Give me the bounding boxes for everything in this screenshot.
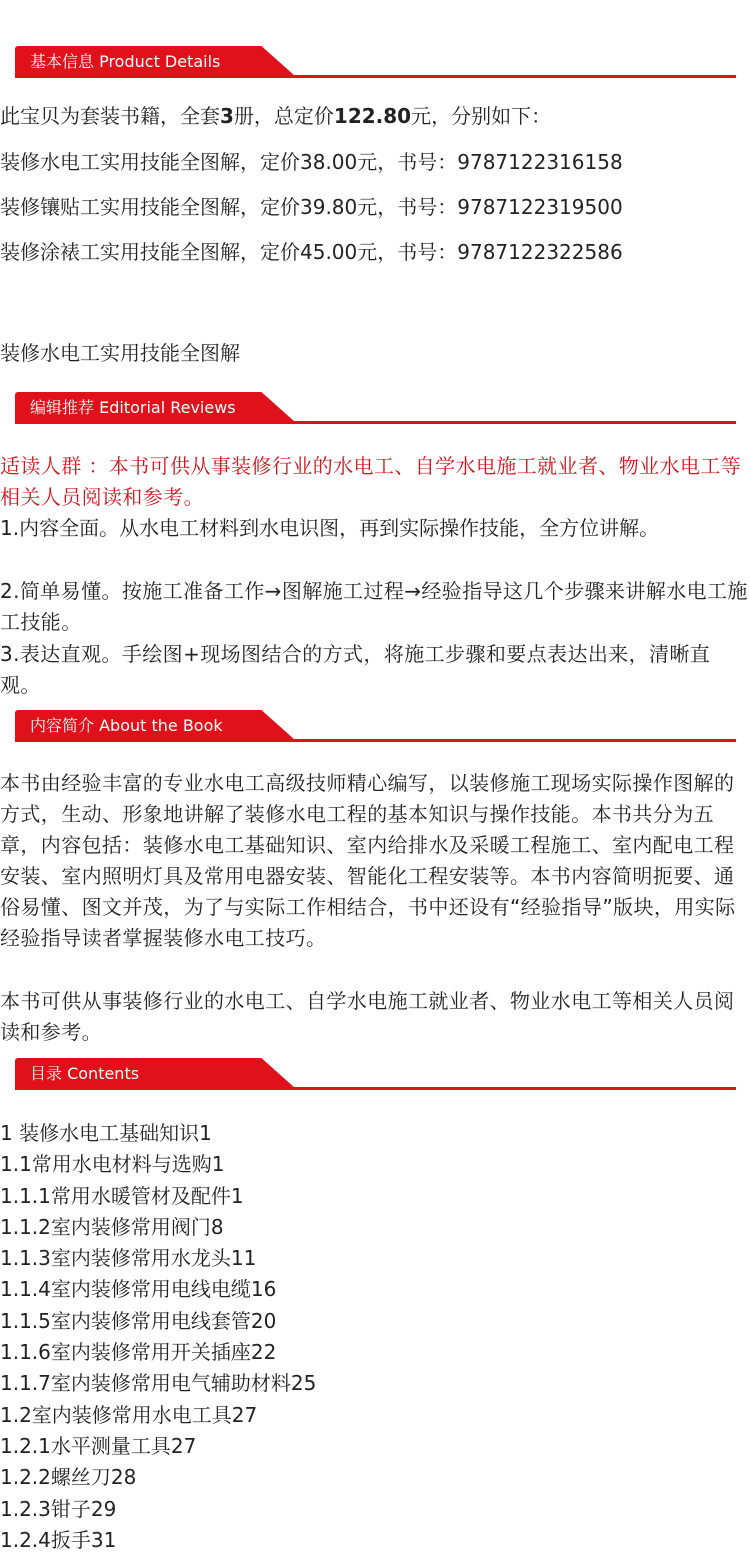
review-point-2: 2.简单易懂。按施工准备工作→图解施工过程→经验指导这几个步骤来讲解水电工施工技能。	[0, 579, 748, 634]
book-line-2: 装修镶贴工实用技能全图解，定价39.80元，书号：9787122319500	[0, 195, 623, 219]
section-header-contents	[15, 1058, 736, 1092]
section-title: 基本信息 Product Details	[30, 52, 221, 71]
toc-item: 1.1.5室内装修常用电线套管20	[0, 1308, 277, 1333]
section-divider	[15, 421, 736, 424]
review-point-3: 3.表达直观。手绘图+现场图结合的方式，将施工步骤和要点表达出来，清晰直观。	[0, 642, 711, 697]
toc-item: 1 装修水电工基础知识1	[0, 1121, 212, 1145]
section-title: 编辑推荐 Editorial Reviews	[30, 398, 236, 417]
section-divider	[15, 75, 736, 78]
about-paragraph-1: 本书由经验丰富的专业水电工高级技师精心编写，以装修施工现场实际操作图解的方式，生动、形象地讲解了装修水电工程的基本知识与操作技能。本书共分为五章，内容包括：装修水电工基础知识、室内给排水及采暖工程施工、室内配电工程安装、室内照明灯具及常用电器安装、智能化工程安装等。本书内容简明扼要、通俗易懂、图文并茂，为了与实际工作相结合，书中还设有“经验指导”版块，用实际经验指导读者掌握装修水电工技巧。	[0, 771, 736, 950]
section-header-editorial-reviews	[15, 392, 736, 426]
toc-item: 1.1常用水电材料与选购1	[0, 1152, 225, 1177]
section-title: 目录 Contents	[30, 1064, 140, 1083]
toc-item: 1.1.7室内装修常用电气辅助材料25	[0, 1371, 317, 1396]
toc-item: 1.2.1水平测量工具27	[0, 1433, 197, 1458]
section-header-product-details	[15, 46, 736, 80]
book-title: 装修水电工实用技能全图解	[0, 341, 240, 365]
section-divider	[15, 1087, 736, 1090]
intro-text-mid: 册，总定价	[233, 104, 334, 128]
toc-item: 1.1.4室内装修常用电线电缆16	[0, 1277, 277, 1302]
section-title: 内容简介 About the Book	[30, 716, 223, 735]
review-point-1: 1.内容全面。从水电工材料到水电识图，再到实际操作技能，全方位讲解。	[0, 516, 660, 540]
toc-item: 1.1.1常用水暖管材及配件1	[0, 1183, 244, 1208]
product-intro	[0, 101, 748, 132]
toc-item: 1.2.4扳手31	[0, 1527, 117, 1552]
section-divider	[15, 739, 736, 742]
toc-item: 1.1.3室内装修常用水龙头11	[0, 1246, 257, 1271]
book-line-3: 装修涂裱工实用技能全图解，定价45.00元，书号：9787122322586	[0, 240, 623, 264]
toc-item: 1.2.3钳子29	[0, 1496, 117, 1521]
toc-item: 1.1.6室内装修常用开关插座22	[0, 1340, 277, 1365]
book-line-1: 装修水电工实用技能全图解，定价38.00元，书号：9787122316158	[0, 150, 623, 174]
intro-count: 3	[220, 104, 234, 128]
total-price: 122.80	[333, 104, 412, 128]
about-paragraph-2: 本书可供从事装修行业的水电工、自学水电施工就业者、物业水电工等相关人员阅读和参考。	[0, 989, 735, 1044]
section-header-about-the-book	[15, 710, 736, 744]
target-audience: 适读人群 ：本书可供从事装修行业的水电工、自学水电施工就业者、物业水电工等相关人员阅读和参考。	[0, 454, 742, 509]
toc-item: 1.2室内装修常用水电工具27	[0, 1402, 258, 1427]
intro-text-end: 元，分别如下：	[411, 104, 552, 128]
intro-text: 此宝贝为套装书籍，全套	[0, 104, 220, 128]
table-of-contents	[0, 1118, 748, 1556]
toc-item: 1.1.2室内装修常用阀门8	[0, 1214, 224, 1239]
toc-item: 1.2.2螺丝刀28	[0, 1465, 137, 1490]
